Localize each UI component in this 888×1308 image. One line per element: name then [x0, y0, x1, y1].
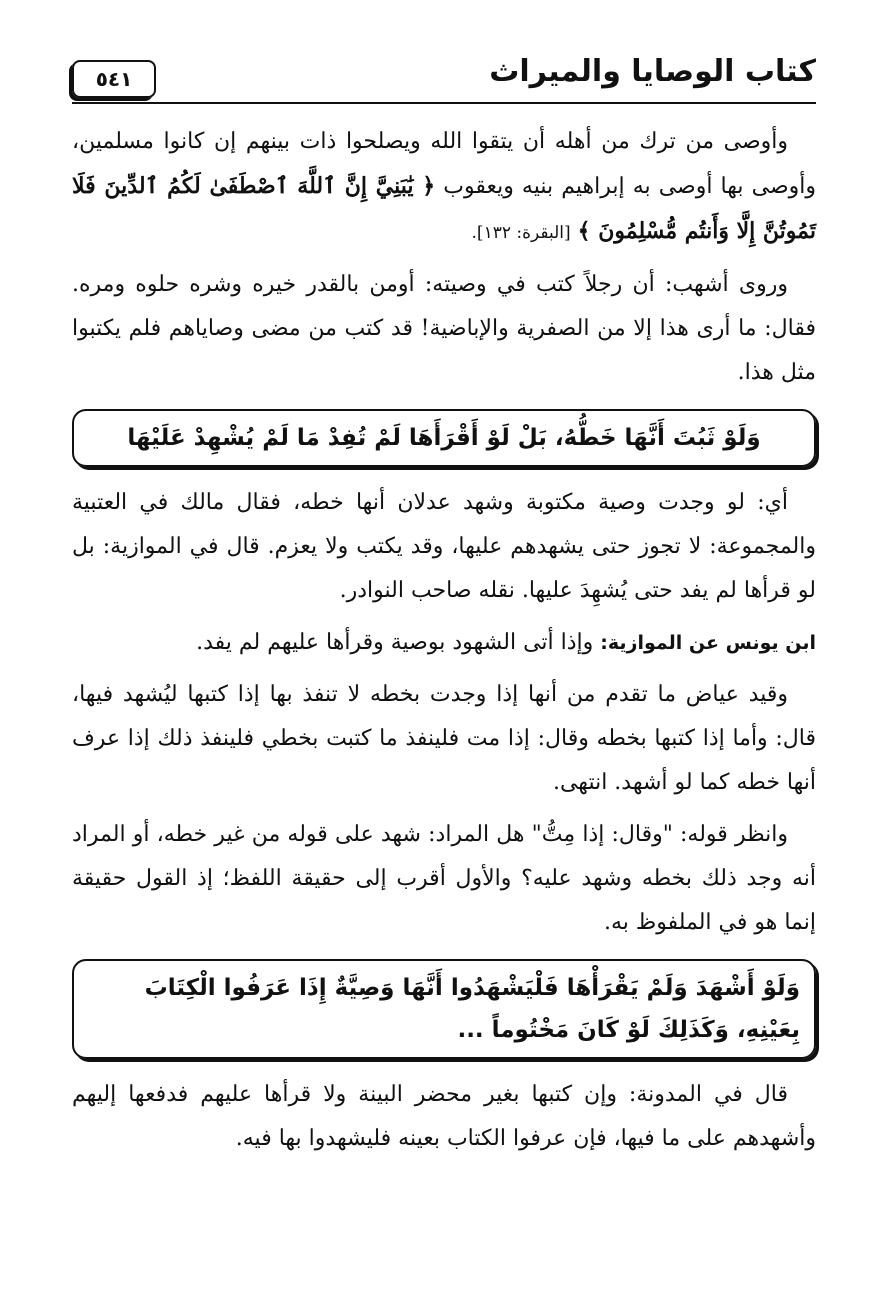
paragraph-4-text: وإذا أتى الشهود بوصية وقرأها عليهم لم يفد. — [196, 630, 594, 655]
matn-box-1 — [72, 409, 816, 467]
book-title: كتاب الوصايا والميراث — [489, 54, 816, 89]
paragraph-6: وانظر قوله: "وقال: إذا مِتُّ" هل المراد: شهد على قوله من غير خطه، أو المراد أنه وجد ذلك بخطه وشهد عليه؟ والأول أقرب إلى حقيقة اللفظ؛ إذ القول حقيقة إنما هو في الملفوظ به. — [72, 822, 816, 935]
matn-box-2 — [72, 959, 816, 1059]
paragraph-7: قال في المدونة: وإن كتبها بغير محضر البينة ولا قرأها عليهم فدفعها إليهم وأشهدهم على ما فيها، فإن عرفوا الكتاب بعينه فليشهدوا بها فيه. — [72, 1082, 816, 1151]
matn-2-text: وَلَوْ أَشْهَدَ وَلَمْ يَقْرَأْهَا فَلْيَشْهَدُوا أَنَّهَا وَصِيَّةٌ إِذَا عَرَفُوا الْكِتَابَ بِعَيْنِهِ، وَكَذَلِكَ لَوْ كَانَ مَخْتُوماً ... — [144, 975, 800, 1043]
matn-1-text: وَلَوْ ثَبُتَ أَنَّهَا خَطُّهُ، بَلْ لَوْ أَقْرَأَهَا لَمْ تُفِدْ مَا لَمْ يُشْهِدْ عَلَيْهَا — [127, 425, 761, 451]
page-header — [72, 46, 816, 104]
page-number — [72, 60, 156, 98]
spacer — [72, 613, 816, 621]
paragraph-2: وروى أشهب: أن رجلاً كتب في وصيته: أومن بالقدر خيره وشره حلوه ومره. فقال: ما أرى هذا إلا من الصفرية والإباضية! قد كتب من مضى وصاياهم فلم يكتبوا مثل هذا. — [72, 272, 816, 385]
spacer — [72, 665, 816, 673]
page-number-label: ٥٤١ — [95, 67, 133, 91]
paragraph-4 — [72, 621, 816, 665]
paragraph-1 — [72, 120, 816, 255]
paragraph-5: وقيد عياض ما تقدم من أنها إذا وجدت بخطه لا تنفذ بها إذا كتبها ليُشهد فيها، قال: وأما إذا كتبها بخطه وقال: إذا مت فلينفذ ما كتبت بخطي فلينفذ ذلك إذا عرف أنها خطه كما لو أشهد. انتهى. — [72, 682, 816, 795]
paragraph-4-lead: ابن يونس عن الموازية: — [600, 632, 816, 654]
page-body — [72, 120, 816, 1161]
quran-verse-1: ﴿ يَٰبَنِيَّ إِنَّ ٱللَّهَ ٱصْطَفَىٰ لَكُمُ ٱلدِّينَ فَلَا تَمُوتُنَّ إِلَّا وَأَنتُم مُّسْلِمُونَ ﴾ — [72, 173, 816, 244]
header-divider — [72, 102, 816, 104]
paragraph-1-text: وأوصى من ترك من أهله أن يتقوا الله ويصلحوا ذات بينهم إن كانوا مسلمين، وأوصى بها أوصى به إبراهيم بنيه ويعقوب — [72, 129, 816, 199]
verse-1-reference: [البقرة: ١٣٢]. — [471, 223, 571, 243]
spacer — [72, 805, 816, 813]
paragraph-3: أي: لو وجدت وصية مكتوبة وشهد عدلان أنها خطه، فقال مالك في العتبية والمجموعة: لا تجوز حتى يشهدهم عليها، وقد يكتب ولا يعزم. قال في الموازية: بل لو قرأها لم يفد حتى يُشهِدَ عليها. نقله صاحب النوادر. — [72, 490, 816, 603]
spacer — [72, 255, 816, 263]
